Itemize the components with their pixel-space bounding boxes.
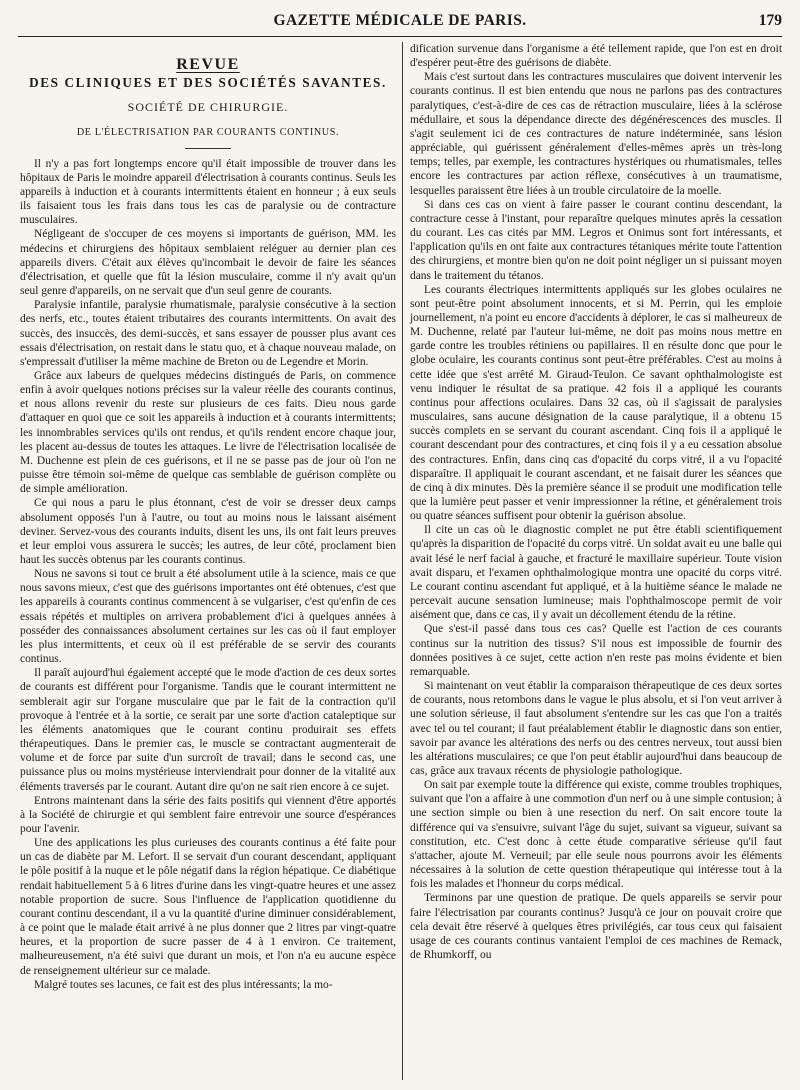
paragraph: Grâce aux labeurs de quelques médecins distingués de Paris, on commence enfin à avoir quelques notions précises sur la valeur réelle des courants continus, et nous allons revenir du reste sur plusieurs de ces faits. Dieu nous garde d'attaquer en quoi que ce soit les appareils à induction et à courants intermittents; les innombrables services qu'ils ont rendus, et qu'ils rendent encore chaque jour, les placent au-dessus de toutes les attaques. Le livre de l'électrisation localisée de M. Duchenne est plein de ces guérisons, et il ne se passe pas de jour où l'on ne puisse être témoin soi-même de quelque cas semblable de guérison complète ou de simple amélioration.: [20, 369, 396, 496]
header-rule: [18, 36, 782, 37]
paragraph: Il cite un cas où le diagnostic complet ne put être établi scientifiquement qu'après la disparition de l'opacité du corps vitré. Un soldat avait eu une balle qui avait lésé le nerf facial à gauche, et fracturé le maxillaire supérieur. Toute vision avait disparu, et l'examen ophthalmologique montra une opacité du corps vitré. Le courant continu ascendant fut appliqué, et à la huitième séance le malade ne percevait aucune sensation lumineuse; mais l'ophthalmoscope permit de voir aisément que, dans ce cas, il y avait un décollement étendu de la rétine.: [410, 524, 782, 622]
society-heading: SOCIÉTÉ DE CHIRURGIE.: [127, 100, 289, 115]
right-column: [410, 42, 782, 962]
paragraph: Les courants électriques intermittents appliqués sur les globes oculaires ne sont peut-être point absolument innocents, et si M. Perrin, qui les emploie journellement, n'a point eu encore d'accidents à déplorer, le cas si malheureux de M. Duchenne, relaté par l'auteur lui-même, ne doit pas moins nous mettre en garde contre les troubles rétiniens ou papillaires. Il en résulte donc que pour le globe oculaire, les courants continus sont peut-être préférables. C'est au moins à cette idée que s'est arrêté M. Giraud-Teulon. Ce savant ophthalmologiste est venu indiquer le résultat de sa pratique. 42 fois il a appliqué les courants continus pour affections oculaires. Dans 32 cas, où il s'agissait de paralysies musculaires, sans aucune désignation de la cause paralytique, il a obtenu 15 succès complets en se servant du courant ascendant. Cinq fois il a appliqué le courant descendant pour des contractures, et cinq fois il y a eu cessation absolue des contractures. Enfin, dans cinq cas d'opacité du corps vitré, il a vu l'opacité disparaître. Il appliquait le courant ascendant, et ne faisait durer les séances que de cinq à dix minutes. Dès la première séance il se produit une modification telle que la lumière peut passer et venir impressionner la rétine, et généralement trois ou quatre séances suffisent pour obtenir la guérison absolue.: [410, 283, 782, 523]
paragraph: Entrons maintenant dans la série des faits positifs qui viennent d'être apportés à la Société de chirurgie et qui semblent faire entrevoir une source d'espérances pour l'avenir.: [20, 794, 396, 835]
paragraph: Paralysie infantile, paralysie rhumatismale, paralysie consécutive à la section des nerfs, etc., toutes étaient tributaires des courants intermittents. On avait des succès, des insuccès, des demi-succès, et sans essayer de pousser plus avant ces essais d'électrisation, on restait dans le statu quo, et à chaque nouveau malade, on s'empressait d'utiliser la même machine de Breton ou de Legendre et Morin.: [20, 299, 396, 368]
paragraph: Terminons par une question de pratique. De quels appareils se servir pour faire l'électrisation par courants continus? Jusqu'à ce jour on pouvait croire que cela devait être réservé à quelques êtres privilégiés, car tous ceux qui faisaient usage de ces courants continus vantaient l'emploi de ces machines de Remack, de Rhumkorff, ou: [410, 892, 782, 961]
paragraph: Malgré toutes ses lacunes, ce fait est des plus intéressants; la mo-: [34, 978, 333, 991]
paragraph: Que s'est-il passé dans tous ces cas? Quelle est l'action de ces courants continus sur la nutrition des tissus? S'il nous est impossible de fournir des données positives à ce sujet, cette action n'en reste pas moins évidente et bien remarquable.: [410, 623, 782, 678]
section-title: REVUE: [176, 56, 240, 73]
paragraph: On sait par exemple toute la différence qui existe, comme troubles trophiques, suivant que l'on a affaire à une commotion d'un nerf ou à une simple contusion; à une section simple ou bien à une resection du nerf. On sait encore toute la différence qui va s'ensuivre, suivant l'âge du sujet, suivant sa vigueur, suivant sa constitution, etc. C'est donc à cette étude comparative sérieuse qu'il faut s'attacher, ajoute M. Verneuil; par elle seule nous pourrons avoir les éléments nécessaires à la solution de cette question thérapeutique qui intéresse tout à la fois les malades et l'honneur du corps médical.: [410, 779, 782, 891]
paragraph: Mais c'est surtout dans les contractures musculaires que doivent intervenir les courants continus. Il est bien entendu que nous ne parlons pas des contractures paralytiques, c'est-à-dire de ces cas de rétraction musculaire, liées à la sclérose médullaire, et sous la dépendance directe des dégénérescences des muscles. Il s'agit seulement ici de ces contractures de nature indéterminée, sans lésion appréciable, qui guérissent généralement d'elles-mêmes après un très-long temps; telles, par exemple, les contractures hystériques ou rhumatismales, telles encore les contractures par action réflexe, consécutives à un traumatisme, lesquelles paraissent être liées à un trouble circulatoire de la moelle.: [410, 71, 782, 197]
paragraph: Une des applications les plus curieuses des courants continus a été faite pour un cas de diabète par M. Lefort. Il se servait d'un courant descendant, appliquant le pôle positif à la nuque et le pôle négatif dans la région hépatique. Ce diabétique rendait habituellement 5 à 6 litres d'urine dans les vingt-quatre heures et une assez notable proportion de sucre. Sous l'influence de l'application quotidienne du courant continu descendant, il a vu la quantité d'urine diminuer considérablement, à ce point que le malade était arrivé à ne plus donner que 2 litres par vingt-quatre heures, et la proportion de sucre passer de 4 à 1 environ. Ce traitement, malheureusement, n'a été suivi que durant un mois, et l'on n'a eu aucune espèce de renseignement ultérieur sur ce malade.: [20, 837, 396, 977]
article-title: DE L'ÉLECTRISATION PAR COURANTS CONTINUS.: [76, 127, 340, 139]
left-column: [20, 42, 396, 992]
paragraph: Ce qui nous a paru le plus étonnant, c'est de voir se dresser deux camps absolument opposés l'un à l'autre, ou tout au moins nous le laissant aisément deviner. Servez-vous des courants induits, disent les uns, ils ont fait leurs preuves et leur emploi vous assurera le succès; les autres, de leur côté, proclament bien haut les succès obtenus par les courants continus.: [20, 497, 396, 566]
page-header: [18, 10, 782, 36]
journal-title: GAZETTE MÉDICALE DE PARIS.: [273, 12, 527, 29]
section-subtitle: DES CLINIQUES ET DES SOCIÉTÉS SAVANTES.: [29, 75, 387, 91]
paragraph: Il paraît aujourd'hui également accepté que le mode d'action de ces deux sortes de courants est différent pour l'organisme. Tandis que le courant intermittent ne semblerait agir sur l'organe musculaire que par le fait de la contraction qu'il provoque à l'entrée et à la sortie, ce serait par une sorte d'action cataleptique sur les éléments anatomiques que le courant continu produirait ses effets thérapeutiques. Dans le premier cas, le muscle se contractant augmenterait de volume et de force par suite d'un surcroît de travail; dans le second cas, une puissance plus ou moins mystérieuse interviendrait pour donner de la vitalité aux éléments traversés par le courant. Autant dire qu'on ne sait rien encore à ce sujet.: [20, 667, 396, 793]
title-rule: [185, 148, 231, 149]
column-divider: [402, 42, 403, 1080]
paragraph: Nous ne savons si tout ce bruit a été absolument utile à la science, mais ce que nous savons mieux, c'est que des guérisons importantes ont été obtenues, c'est que les appareils à courants continus commencent à se vulgariser, c'est qu'enfin de ces essais répétés et multiples on arrivera probablement d'ici à quelques années à posséder des connaissances absolument certaines sur les cas où il faut employer les plus intermittents, et ceux où il est préférable de se servir des courants continus.: [20, 568, 396, 666]
paragraph: Il n'y a pas fort longtemps encore qu'il était impossible de trouver dans les hôpitaux de Paris le moindre appareil d'électrisation à courants continus. Seuls les appareils à induction et à courants intermittents étaient en honneur ; à eux seuls ils faisaient tous les frais dans tous les cas de paralysie ou de contracture musculaires.: [20, 157, 396, 227]
paragraph: Négligeant de s'occuper de ces moyens si importants de guérison, MM. les médecins et chirurgiens des hôpitaux semblaient reléguer au dernier plan ces appareils divers. C'était aux élèves qu'incombait le devoir de faire les séances d'électrisation, et quelle que fût la lésion musculaire, comme il n'y avait qu'un seul genre d'appareils, on ne servait que d'un seul genre de courants.: [20, 228, 396, 298]
page-number: 179: [758, 12, 782, 29]
paragraph: dification survenue dans l'organisme a été tellement rapide, que l'on est en droit d'espérer peut-être des guérisons de diabète.: [410, 43, 782, 70]
paragraph: Si dans ces cas on vient à faire passer le courant continu descendant, la contracture cesse à l'instant, pour reparaître quelques minutes après la cessation du courant. Les cas cités par MM. Legros et Onimus sont fort intéressants, et l'application qu'ils en ont faite aux contractures tétaniques mérite toute l'attention des chirurgiens, et montre bien qu'on ne doit point négliger un si puissant moyen dans le traitement du tétanos.: [410, 198, 782, 282]
paragraph: Si maintenant on veut établir la comparaison thérapeutique de ces deux sortes de courants, nous retombons dans le vague le plus absolu, et si l'on veut arriver à une solution sérieuse, il faut absolument s'entendre sur les cas que l'on a traités avec tel ou tel courant; il faut préalablement établir le diagnostic dans son entier, savoir par avance les altérations des nerfs ou des centres nerveux, tout aussi bien les altérations musculaires; ce que l'on peut établir aujourd'hui dans beaucoup de cas, grâce aux travaux récents de physiologie pathologique.: [410, 680, 782, 777]
